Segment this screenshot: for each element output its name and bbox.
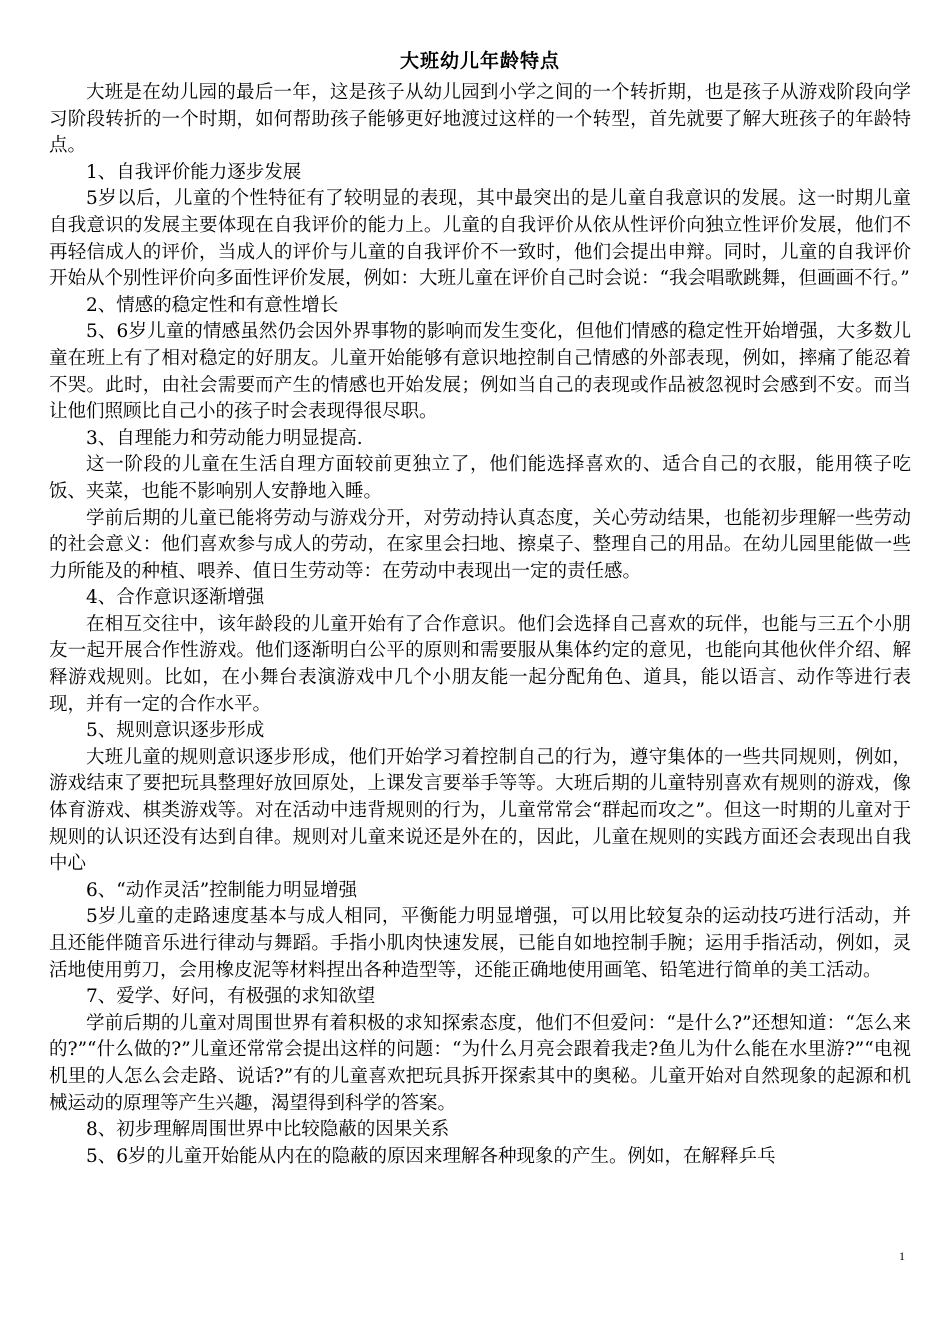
paragraph-self-evaluation: 5岁以后，儿童的个性特征有了较明显的表现，其中最突出的是儿童自我意识的发展。这一时期儿童自我意识的发展主要体现在自我评价的能力上。儿童的自我评价从依从性评价向独立性评价发展，他们不再轻信成人的评价，当成人的评价与儿童的自我评价不一致时，他们会提出申辩。同时，儿童的自我评价开始从个别性评价向多面性评价发展，例如：大班儿童在评价自己时会说：“我会唱歌跳舞，但画画不行。”: [49, 188, 911, 290]
paragraph-rules: 大班儿童的规则意识逐步形成，他们开始学习着控制自己的行为，遵守集体的一些共同规则，例如，游戏结束了要把玩具整理好放回原处，上课发言要举手等等。大班后期的儿童特别喜欢有规则的游戏，像体育游戏、棋类游戏等。对在活动中违背规则的行为，儿童常常会“群起而攻之”。但这一时期的儿童对于规则的认识还没有达到自律。规则对儿童来说还是外在的，因此，儿童在规则的实践方面还会表现出自我中心: [49, 746, 911, 875]
section-heading-3: 3、自理能力和劳动能力明显提高.: [86, 427, 363, 449]
document-title: 大班幼儿年龄特点: [399, 50, 560, 72]
section-heading-5: 5、规则意识逐步形成: [86, 720, 265, 742]
section-heading-6: 6、“动作灵活”控制能力明显增强: [86, 879, 358, 901]
section-heading-4: 4、合作意识逐渐增强: [86, 587, 265, 609]
paragraph-labor: 学前后期的儿童已能将劳动与游戏分开，对劳动持认真态度，关心劳动结果，也能初步理解一些劳动的社会意义：他们喜欢参与成人的劳动，在家里会扫地、擦桌子、整理自己的用品。在幼儿园里能做一些力所能及的种植、喂养、值日生劳动等：在劳动中表现出一定的责任感。: [49, 507, 911, 582]
paragraph-motor: 5岁儿童的走路速度基本与成人相同，平衡能力明显增强，可以用比较复杂的运动技巧进行活动，并且还能伴随音乐进行律动与舞蹈。手指小肌肉快速发展，已能自如地控制手腕；运用手指活动，例如，灵活地使用剪刀，会用橡皮泥等材料捏出各种造型等，还能正确地使用画笔、铅笔进行简单的美工活动。: [49, 906, 911, 981]
paragraph-curiosity: 学前后期的儿童对周围世界有着积极的求知探索态度，他们不但爱问：“是什么?”还想知道：“怎么来的?”“什么做的?”儿童还常常会提出这样的问题：“为什么月亮会跟着我走?鱼儿为什么能在水里游?”“电视机里的人怎么会走路、说话?”有的儿童喜欢把玩具拆开探索其中的奥秘。儿童开始对自然现象的起源和机械运动的原理等产生兴趣，渴望得到科学的答案。: [49, 1012, 911, 1114]
section-heading-8: 8、初步理解周围世界中比较隐蔽的因果关系: [86, 1119, 450, 1141]
section-heading-7: 7、爱学、好问，有极强的求知欲望: [86, 986, 376, 1008]
section-heading-1: 1、自我评价能力逐步发展: [86, 161, 302, 183]
paragraph-self-care: 这一阶段的儿童在生活自理方面较前更独立了，他们能选择喜欢的、适合自己的衣服，能用筷子吃饭、夹菜，也能不影响别人安静地入睡。: [49, 454, 911, 502]
page-number: 1: [899, 1249, 905, 1263]
paragraph-causality: 5、6岁的儿童开始能从内在的隐蔽的原因来理解各种现象的产生。例如，在解释乒乓: [86, 1145, 776, 1167]
paragraph-emotion: 5、6岁儿童的情感虽然仍会因外界事物的影响而发生变化，但他们情感的稳定性开始增强，大多数儿童在班上有了相对稳定的好朋友。儿童开始能够有意识地控制自己情感的外部表现，例如，摔痛了能忍着不哭。此时，由社会需要而产生的情感也开始发展；例如当自己的表现或作品被忽视时会感到不安。而当让他们照顾比自己小的孩子时会表现得很尽职。: [49, 321, 911, 423]
paragraph-cooperation: 在相互交往中，该年龄段的儿童开始有了合作意识。他们会选择自己喜欢的玩伴，也能与三五个小朋友一起开展合作性游戏。他们逐渐明白公平的原则和需要服从集体约定的意见，也能向其他伙伴介绍、解释游戏规则。比如，在小舞台表演游戏中几个小朋友能一起分配角色、道具，能以语言、动作等进行表现，并有一定的合作水平。: [49, 613, 911, 715]
document-page: [49, 48, 911, 1170]
paragraph-intro: 大班是在幼儿园的最后一年，这是孩子从幼儿园到小学之间的一个转折期，也是孩子从游戏阶段向学习阶段转折的一个时期，如何帮助孩子能够更好地渡过这样的一个转型，首先就要了解大班孩子的年龄特点。: [49, 82, 911, 157]
section-heading-2: 2、情感的稳定性和有意性增长: [86, 294, 339, 316]
